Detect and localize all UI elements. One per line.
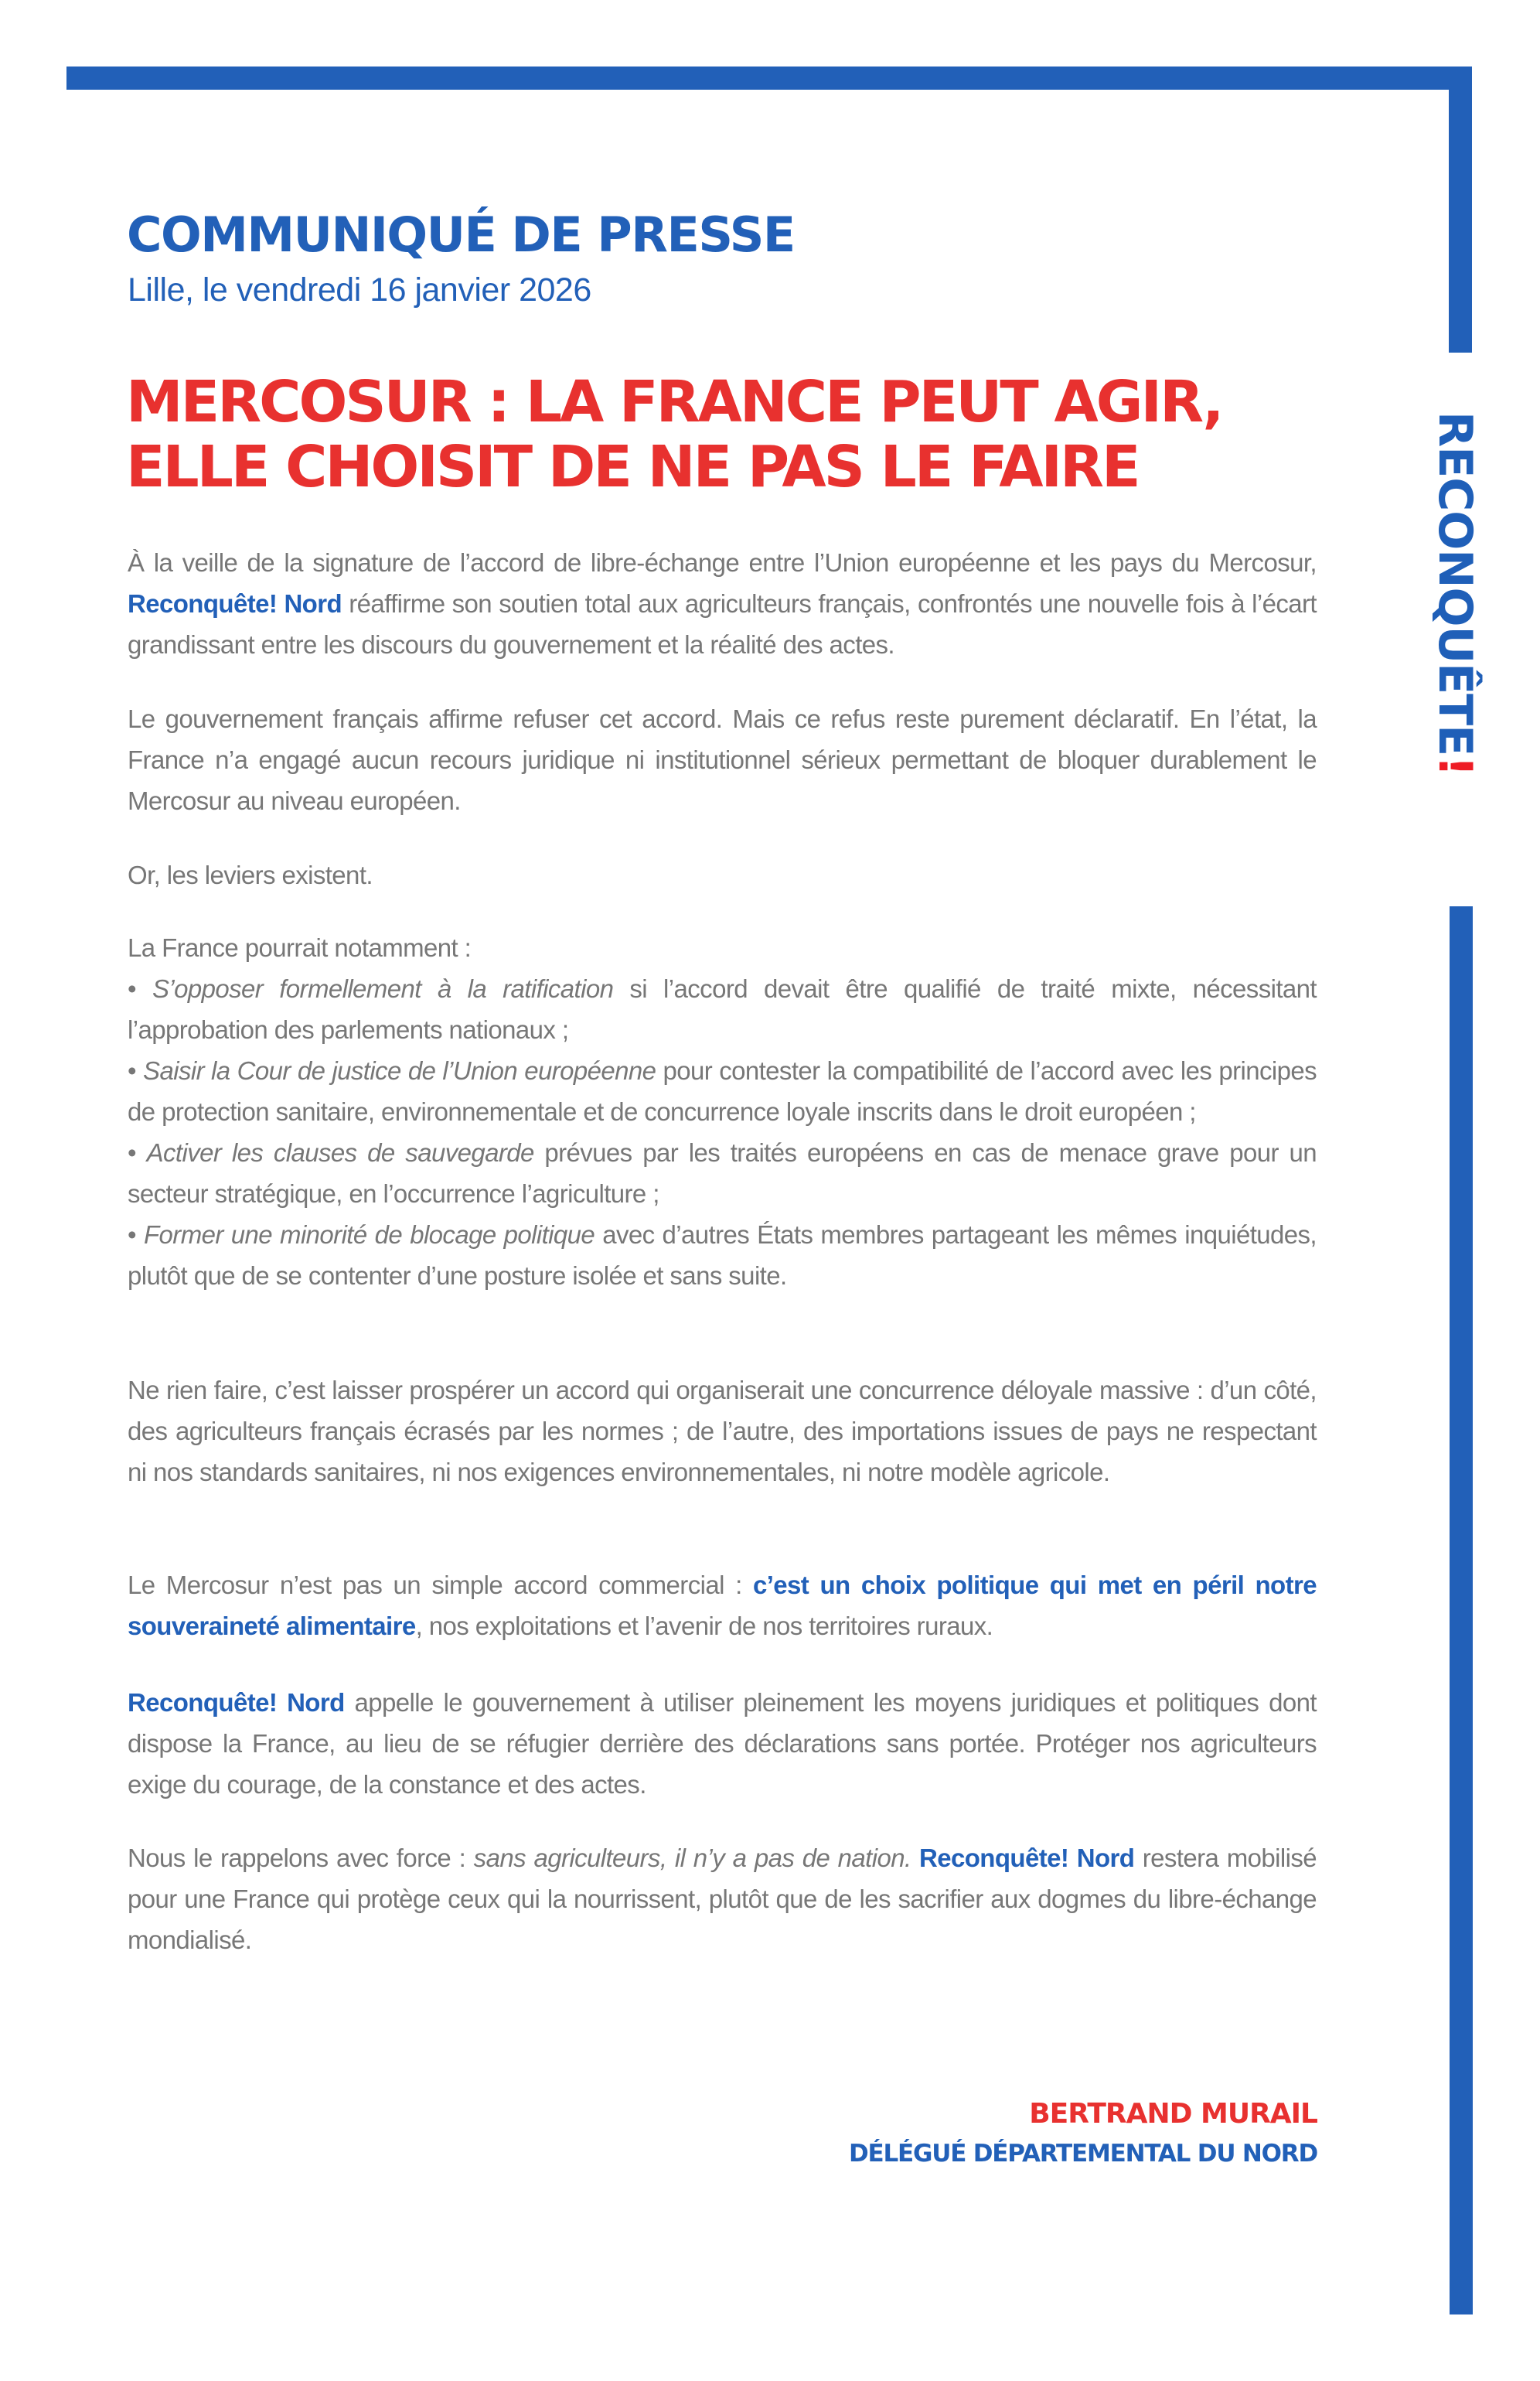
bullet-text: si l’accord devait être qualifié de traité mixte, nécessitant l’approbation des parlements nationaux ; bbox=[128, 974, 1317, 1044]
top-frame-bar bbox=[66, 67, 1472, 90]
bullet-item bbox=[128, 1132, 1317, 1214]
paragraph-4 bbox=[128, 927, 1317, 1296]
paragraph-8-text-a: Nous le rappelons avec force : bbox=[128, 1844, 474, 1872]
paragraph-7-text: appelle le gouvernement à utiliser pleinement les moyens juridiques et politiques dont dispose la France, au lieu de se réfugier derrière des déclarations sans portée. Protéger nos agriculteurs exige du courage, de la constance et des actes. bbox=[128, 1688, 1317, 1799]
paragraph-7-highlight: Reconquête! Nord bbox=[128, 1688, 345, 1717]
headline-line-1: MERCOSUR : LA FRANCE PEUT AGIR, bbox=[126, 369, 1222, 435]
bullet-emphasis: Former une minorité de blocage politique bbox=[144, 1220, 595, 1249]
reconquete-logo bbox=[1428, 411, 1482, 833]
press-release-title: COMMUNIQUÉ DE PRESSE bbox=[127, 206, 795, 263]
right-frame-bar-upper bbox=[1449, 67, 1472, 353]
paragraph-4-intro: La France pourrait notamment : bbox=[128, 933, 472, 962]
bullet-marker: • bbox=[128, 1056, 144, 1085]
paragraph-8 bbox=[128, 1837, 1317, 1960]
bullet-emphasis: S’opposer formellement à la ratification bbox=[152, 974, 614, 1003]
paragraph-1-highlight: Reconquête! Nord bbox=[128, 589, 342, 618]
bullet-marker: • bbox=[128, 974, 152, 1003]
paragraph-6-highlight: c’est un choix politique qui met en péril notre souveraineté alimentaire bbox=[128, 1571, 1317, 1640]
paragraph-3: Or, les leviers existent. bbox=[128, 861, 373, 889]
paragraph-6-text-c: , nos exploitations et l’avenir de nos territoires ruraux. bbox=[415, 1612, 993, 1640]
bullet-text: pour contester la compatibilité de l’accord avec les principes de protection sanitaire, environnementale et de concurrence loyale inscrits dans le droit européen ; bbox=[128, 1056, 1317, 1126]
press-release-date: Lille, le vendredi 16 janvier 2026 bbox=[128, 271, 591, 309]
logo-exclamation-mark: ! bbox=[1428, 756, 1482, 776]
bullet-item bbox=[128, 1050, 1317, 1132]
bullet-text: prévues par les traités européens en cas de menace grave pour un secteur stratégique, en l’occurrence l’agriculture ; bbox=[128, 1138, 1317, 1208]
paragraph-2: Le gouvernement français affirme refuser cet accord. Mais ce refus reste purement déclaratif. En l’état, la France n’a engagé aucun recours juridique ni institutionnel sérieux permettant de bloquer durablement le Mercosur au niveau européen. bbox=[128, 704, 1317, 815]
paragraph-1 bbox=[128, 542, 1317, 665]
bullet-marker: • bbox=[128, 1220, 144, 1249]
paragraph-1-text-a: À la veille de la signature de l’accord de libre-échange entre l’Union européenne et les pays du Mercosur, bbox=[128, 548, 1317, 577]
paragraph-8-highlight: Reconquête! Nord bbox=[919, 1844, 1135, 1872]
bullet-text: avec d’autres États membres partageant les mêmes inquiétudes, plutôt que de se contenter d’une posture isolée et sans suite. bbox=[128, 1220, 1317, 1290]
paragraph-6-text-a: Le Mercosur n’est pas un simple accord commercial : bbox=[128, 1571, 753, 1599]
paragraph-1-text-c: réaffirme son soutien total aux agriculteurs français, confrontés une nouvelle fois à l’écart grandissant entre les discours du gouvernement et la réalité des actes. bbox=[128, 589, 1317, 659]
bullet-item bbox=[128, 968, 1317, 1050]
bullet-marker: • bbox=[128, 1138, 147, 1167]
bullet-item bbox=[128, 1214, 1317, 1296]
logo-text: RECONQUÊTE bbox=[1428, 411, 1482, 756]
paragraph-6 bbox=[128, 1564, 1317, 1646]
bullet-emphasis: Activer les clauses de sauvegarde bbox=[146, 1138, 534, 1167]
bullet-emphasis: Saisir la Cour de justice de l’Union européenne bbox=[143, 1056, 656, 1085]
paragraph-8-text-e: restera mobilisé pour une France qui protège ceux qui la nourrissent, plutôt que de les sacrifier aux dogmes du libre-échange mondialisé. bbox=[128, 1844, 1317, 1954]
signatory-name: BERTRAND MURAIL bbox=[1029, 2098, 1317, 2130]
paragraph-8-space bbox=[911, 1844, 919, 1872]
paragraph-8-emphasis: sans agriculteurs, il n’y a pas de nation. bbox=[473, 1844, 911, 1872]
headline bbox=[126, 370, 1332, 500]
right-frame-bar-lower bbox=[1450, 906, 1473, 2314]
paragraph-7 bbox=[128, 1682, 1317, 1805]
paragraph-5: Ne rien faire, c’est laisser prospérer un accord qui organiserait une concurrence déloyale massive : d’un côté, des agriculteurs français écrasés par les normes ; de l’autre, des importations issues de pays ne respectant ni nos standards sanitaires, ni nos exigences environnementales, ni notre modèle agricole. bbox=[128, 1376, 1317, 1486]
headline-line-2: ELLE CHOISIT DE NE PAS LE FAIRE bbox=[126, 434, 1139, 500]
logo-wordmark bbox=[1428, 411, 1482, 833]
signatory-role: DÉLÉGUÉ DÉPARTEMENTAL DU NORD bbox=[848, 2140, 1317, 2168]
